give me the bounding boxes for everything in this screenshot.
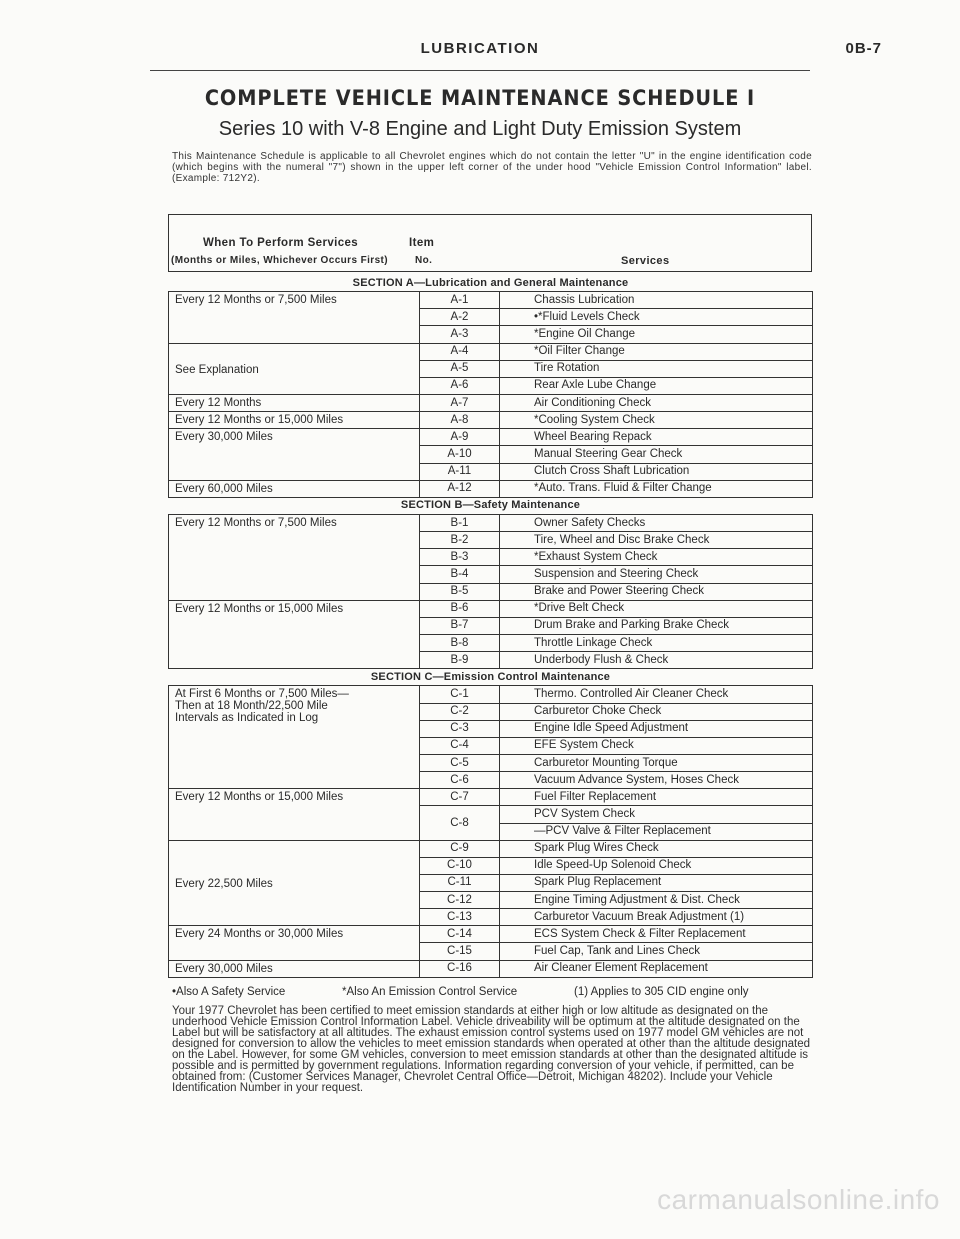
- item-number: C-5: [420, 754, 500, 771]
- interval-cell: [169, 686, 420, 789]
- item-number: C-8: [420, 806, 500, 840]
- item-number: B-3: [420, 549, 500, 566]
- service-name: Clutch Cross Shaft Lubrication: [500, 463, 813, 480]
- service-name: Throttle Linkage Check: [500, 634, 813, 651]
- interval-line: Intervals as Indicated in Log: [175, 712, 319, 725]
- item-number: B-2: [420, 532, 500, 549]
- service-name: Air Conditioning Check: [500, 394, 813, 411]
- interval-cell: Every 12 Months or 7,500 Miles: [169, 514, 420, 600]
- item-number: C-11: [420, 874, 500, 891]
- item-number: C-6: [420, 772, 500, 789]
- service-name: Fuel Cap, Tank and Lines Check: [500, 943, 813, 960]
- section-header-row: [169, 497, 813, 514]
- intro-paragraph: This Maintenance Schedule is applicable to all Chevrolet engines which do not contain the letter "U" in the engine identification code (which begins with the numeral "7") shown in the upper left corner of the under hood "Vehicle Emission Control Information" label. (Example: 712Y2).: [172, 151, 812, 184]
- service-name: Tire, Wheel and Disc Brake Check: [500, 532, 813, 549]
- document-subtitle: Series 10 with V-8 Engine and Light Duty Emission System: [218, 118, 742, 140]
- table-row: [169, 480, 813, 497]
- table-row: [169, 960, 813, 977]
- service-name: *Drive Belt Check: [500, 600, 813, 617]
- item-number: B-7: [420, 617, 500, 634]
- service-name: Thermo. Controlled Air Cleaner Check: [500, 686, 813, 703]
- column-when-heading: When To Perform Services: [203, 237, 359, 249]
- item-number: A-9: [420, 429, 500, 446]
- service-name: •*Fluid Levels Check: [500, 309, 813, 326]
- item-number: B-5: [420, 583, 500, 600]
- service-name: Carburetor Mounting Torque: [500, 754, 813, 771]
- service-name: Fuel Filter Replacement: [500, 789, 813, 806]
- item-number: C-14: [420, 926, 500, 943]
- interval-line: Then at 18 Month/22,500 Mile: [175, 700, 328, 713]
- item-number: C-7: [420, 789, 500, 806]
- service-name: Engine Timing Adjustment & Dist. Check: [500, 892, 813, 909]
- table-row: [169, 429, 813, 446]
- interval-cell: Every 12 Months or 15,000 Miles: [169, 600, 420, 669]
- service-name: —PCV Valve & Filter Replacement: [500, 823, 813, 840]
- item-number: A-11: [420, 463, 500, 480]
- table-row: [169, 343, 813, 360]
- service-name: Engine Idle Speed Adjustment: [500, 720, 813, 737]
- watermark: carmanualsonline.info: [657, 1184, 940, 1215]
- item-number: B-1: [420, 514, 500, 531]
- service-name: Air Cleaner Element Replacement: [500, 960, 813, 977]
- page-header-title: LUBRICATION: [420, 40, 540, 57]
- service-name: Drum Brake and Parking Brake Check: [500, 617, 813, 634]
- item-number: A-12: [420, 480, 500, 497]
- item-number: C-2: [420, 703, 500, 720]
- item-number: B-9: [420, 652, 500, 669]
- item-number: C-16: [420, 960, 500, 977]
- legend-emission: *Also An Emission Control Service: [342, 986, 518, 998]
- service-name: Carburetor Choke Check: [500, 703, 813, 720]
- item-number: B-8: [420, 634, 500, 651]
- item-number: A-1: [420, 292, 500, 309]
- section-c-title: SECTION C—Emission Control Maintenance: [370, 670, 611, 683]
- interval-cell: Every 22,500 Miles: [169, 840, 420, 926]
- column-when-subheading: (Months or Miles, Whichever Occurs First): [171, 255, 388, 266]
- service-name: Owner Safety Checks: [500, 514, 813, 531]
- service-name: Idle Speed-Up Solenoid Check: [500, 857, 813, 874]
- item-number: C-15: [420, 943, 500, 960]
- interval-cell: Every 24 Months or 30,000 Miles: [169, 926, 420, 960]
- service-name: Spark Plug Wires Check: [500, 840, 813, 857]
- item-number: A-8: [420, 412, 500, 429]
- service-name: PCV System Check: [500, 806, 813, 823]
- item-number: B-6: [420, 600, 500, 617]
- interval-line: At First 6 Months or 7,500 Miles—: [175, 688, 349, 701]
- item-number: A-2: [420, 309, 500, 326]
- service-name: Chassis Lubrication: [500, 292, 813, 309]
- item-number: C-13: [420, 909, 500, 926]
- interval-cell: Every 60,000 Miles: [169, 480, 420, 497]
- table-row: [169, 600, 813, 617]
- column-services-heading: Services: [621, 255, 670, 267]
- document-title: COMPLETE VEHICLE MAINTENANCE SCHEDULE I: [204, 86, 756, 110]
- item-number: A-3: [420, 326, 500, 343]
- service-name: *Auto. Trans. Fluid & Filter Change: [500, 480, 813, 497]
- item-number: C-10: [420, 857, 500, 874]
- table-row: [169, 514, 813, 531]
- section-b-title: SECTION B—Safety Maintenance: [400, 499, 581, 512]
- service-name: *Exhaust System Check: [500, 549, 813, 566]
- service-name: Vacuum Advance System, Hoses Check: [500, 772, 813, 789]
- section-header-row: [169, 275, 813, 292]
- service-name: Underbody Flush & Check: [500, 652, 813, 669]
- item-number: B-4: [420, 566, 500, 583]
- interval-cell: See Explanation: [169, 343, 420, 394]
- table-row: [169, 394, 813, 411]
- table-row: [169, 686, 813, 703]
- table-row: [169, 412, 813, 429]
- service-name: *Oil Filter Change: [500, 343, 813, 360]
- service-name: ECS System Check & Filter Replacement: [500, 926, 813, 943]
- service-name: EFE System Check: [500, 737, 813, 754]
- service-name: Spark Plug Replacement: [500, 874, 813, 891]
- page-number: 0B-7: [845, 40, 882, 57]
- service-name: *Cooling System Check: [500, 412, 813, 429]
- item-number: C-12: [420, 892, 500, 909]
- table-row: [169, 292, 813, 309]
- table-row: [169, 926, 813, 943]
- column-item-heading: Item: [409, 237, 435, 249]
- service-name: Wheel Bearing Repack: [500, 429, 813, 446]
- interval-cell: Every 12 Months or 7,500 Miles: [169, 292, 420, 343]
- service-name: *Engine Oil Change: [500, 326, 813, 343]
- service-name: Brake and Power Steering Check: [500, 583, 813, 600]
- service-name: Tire Rotation: [500, 360, 813, 377]
- column-header-box: [168, 214, 812, 272]
- item-number: A-5: [420, 360, 500, 377]
- item-number: C-4: [420, 737, 500, 754]
- table-row: [169, 789, 813, 806]
- item-number: A-10: [420, 446, 500, 463]
- item-number: C-3: [420, 720, 500, 737]
- item-number: A-6: [420, 377, 500, 394]
- interval-cell: Every 12 Months: [169, 394, 420, 411]
- legend: [172, 986, 812, 998]
- interval-cell: Every 12 Months or 15,000 Miles: [169, 789, 420, 840]
- legend-safety: •Also A Safety Service: [172, 986, 286, 998]
- table-row: [169, 840, 813, 857]
- section-a-title: SECTION A—Lubrication and General Maintenance: [352, 276, 629, 289]
- interval-cell: Every 12 Months or 15,000 Miles: [169, 412, 420, 429]
- section-header-row: [169, 669, 813, 686]
- interval-cell: Every 30,000 Miles: [169, 429, 420, 480]
- item-number: C-1: [420, 686, 500, 703]
- item-number: A-4: [420, 343, 500, 360]
- item-number: A-7: [420, 394, 500, 411]
- maintenance-schedule-table: [168, 275, 813, 978]
- interval-cell: Every 30,000 Miles: [169, 960, 420, 977]
- item-number: C-9: [420, 840, 500, 857]
- legend-note: (1) Applies to 305 CID engine only: [574, 986, 749, 998]
- column-item-subheading: No.: [415, 255, 433, 266]
- emission-footnote: Your 1977 Chevrolet has been certified to meet emission standards at either high or low altitude as designated on the underhood Vehicle Emission Control Information Label. Vehicle driveability will be optimum at the altitude designated on the Label but will be satisfactory at all altitudes. The exhaust emission control systems used on 1977 model GM vehicles are not designed for conversion to allow the vehicles to meet emission standards when operated at other than the altitude designated on the Label. However, for some GM vehicles, conversion to meet emission standards at other than the designated altitude is possible and is permitted by government regulations. Information regarding conversion of your vehicle, if permitted, can be obtained from: (Customer Services Manager, Chevrolet Central Office—Detroit, Michigan 48202). Include your Vehicle Identification Number in your request.: [172, 1005, 811, 1094]
- header-rule: [150, 70, 810, 71]
- service-name: Manual Steering Gear Check: [500, 446, 813, 463]
- service-name: Rear Axle Lube Change: [500, 377, 813, 394]
- service-name: Carburetor Vacuum Break Adjustment (1): [500, 909, 813, 926]
- service-name: Suspension and Steering Check: [500, 566, 813, 583]
